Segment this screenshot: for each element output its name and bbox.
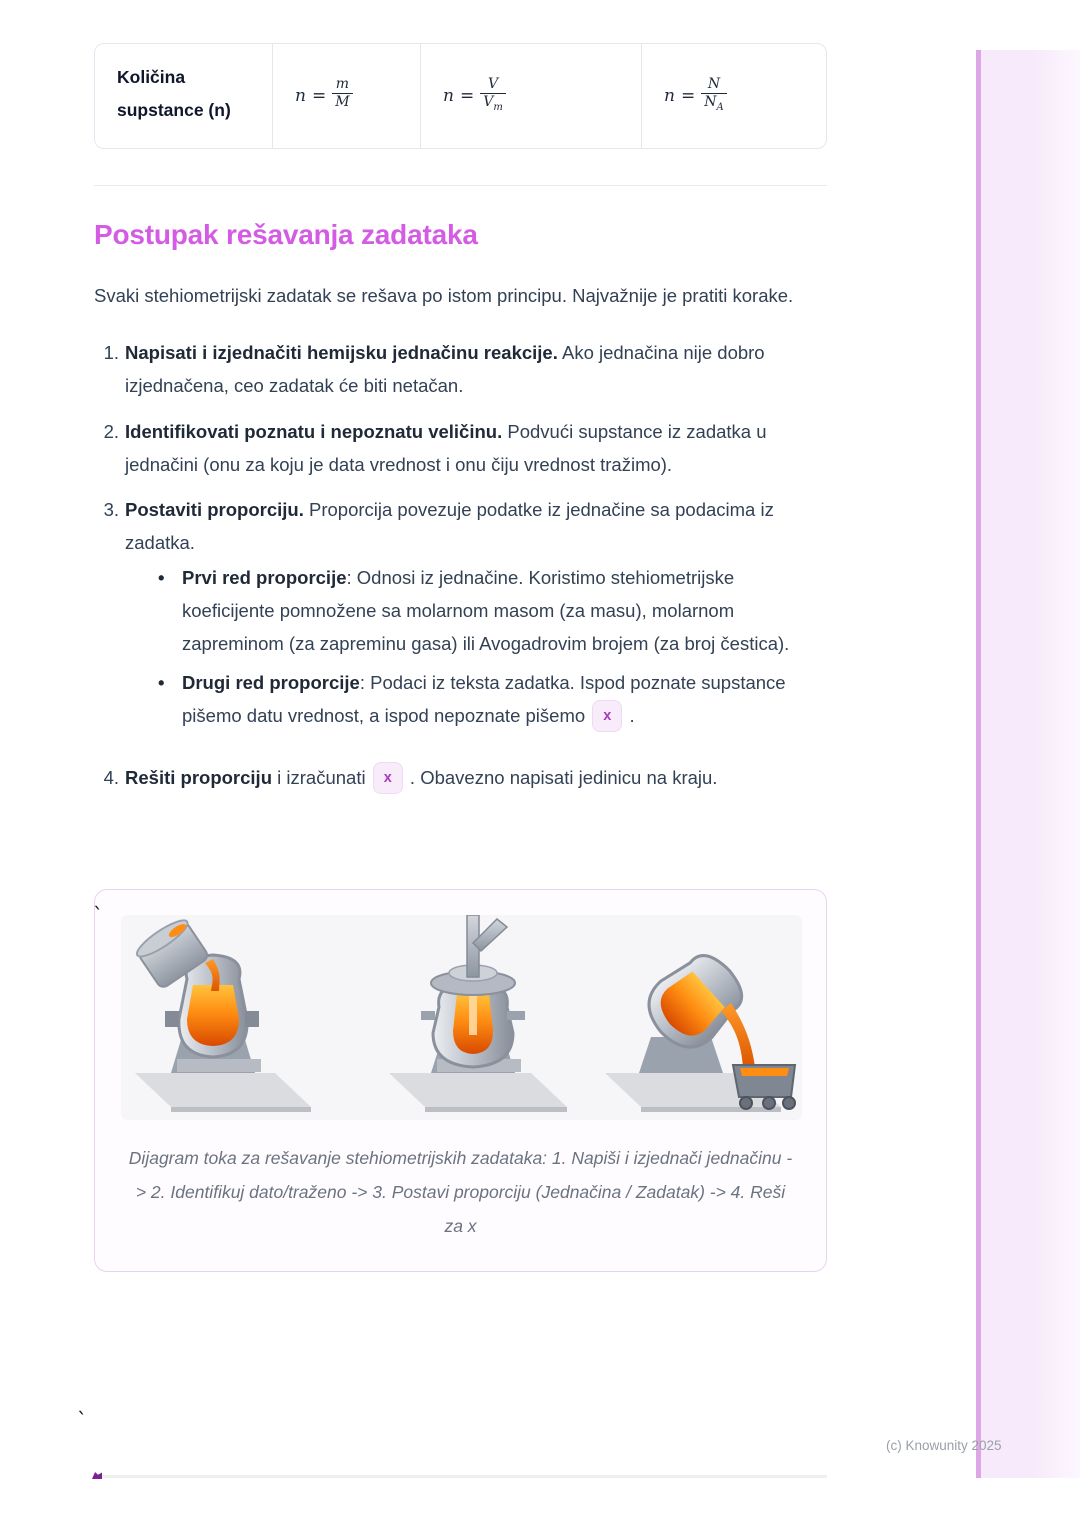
quantities-table (94, 43, 827, 149)
figure-caption: Dijagram toka za rešavanje stehiometrijskih zadataka: 1. Napiši i izjednači jednačinu -> 2. Identifikuj dato/traženo -> 3. Postavi proporciju (Jednačina / Zadatak) -> 4. Reši za x (128, 1148, 793, 1236)
numerator: m (335, 76, 350, 92)
section-heading: Postupak rešavanja zadataka (94, 219, 478, 250)
substep-text: Drugi red proporcije: Podaci iz teksta zadatka. Ispod poznate supstance pišemo datu vrednost, a ispod nepoznate pišemo x . (182, 666, 827, 732)
right-accent-bar (976, 50, 1080, 1478)
denominator: $N_A$ (701, 93, 726, 113)
document-content (94, 43, 827, 1272)
substep-text: Prvi red proporcije: Odnosi iz jednačine. Koristimo stehiometrijske koeficijente pomnožene sa molarnom masom (za masu), molarnom zapreminom (za zapreminu gasa) ili Avogadrovim brojem (za broj čestica). (182, 567, 790, 654)
figure-card (94, 889, 827, 1272)
formula-eq: = (680, 85, 696, 106)
formula-cell-volume (420, 44, 641, 148)
step-text: Postaviti proporciju. Proporcija povezuje podatke iz jednačine sa podacima iz zadatka. (125, 499, 774, 553)
fraction (332, 77, 352, 113)
numerator: V (487, 76, 499, 92)
step-text: Rešiti proporciju i izračunati x . Obavezno napisati jedinicu na kraju. (125, 767, 717, 788)
scene-tapping (605, 942, 795, 1112)
steps-list (94, 336, 827, 794)
formula-cell-mass (272, 44, 420, 148)
furnace-illustration-svg (121, 915, 802, 1120)
bullet-icon: • (158, 567, 165, 588)
step-text: Napisati i izjednačiti hemijsku jednačinu reakcije. Ako jednačina nije dobro izjednačena, ceo zadatak će biti netačan. (125, 342, 765, 396)
furnace-illustration (121, 915, 802, 1120)
denominator: $V_m$ (480, 93, 506, 113)
formula-n-m-M (295, 78, 353, 114)
numerator: N (707, 76, 721, 92)
formula-cell-particles (641, 44, 826, 148)
stray-backtick: ` (92, 903, 105, 927)
logo-fragment-icon (92, 1469, 102, 1479)
step-number: 3. (103, 499, 119, 520)
scene-charging (133, 915, 311, 1112)
inline-code-x: x (373, 762, 403, 794)
step-number: 2. (103, 421, 119, 442)
fraction (480, 77, 506, 113)
formula-lhs: n (443, 85, 454, 106)
bottom-divider (94, 1475, 827, 1478)
inline-code-x: x (592, 700, 622, 732)
fraction (701, 77, 726, 113)
step-number: 1. (103, 342, 119, 363)
step-item-1 (94, 336, 827, 402)
denominator: M (332, 93, 352, 113)
step-item-2 (94, 415, 827, 481)
table-row-label-cell (95, 44, 272, 148)
formula-lhs: n (664, 85, 675, 106)
scene-blowing (389, 915, 567, 1112)
copyright-note: (c) Knowunity 2025 (886, 1438, 1002, 1453)
substep-item-2 (125, 666, 827, 732)
substeps-list (125, 561, 827, 732)
formula-eq: = (459, 85, 475, 106)
step-item-3 (94, 493, 827, 738)
step-text: Identifikovati poznatu i nepoznatu veličinu. Podvući supstance iz zadatka u jednačini (onu za koju je data vrednost i onu čiju vrednost tražimo). (125, 421, 767, 475)
stray-backtick: ` (76, 1408, 89, 1432)
formula-n-N-NA (664, 78, 727, 114)
intro-paragraph: Svaki stehiometrijski zadatak se rešava po istom principu. Najvažnije je pratiti korake. (94, 285, 794, 306)
substep-item-1 (125, 561, 827, 660)
step-item-4 (94, 761, 827, 794)
section-divider (94, 185, 827, 186)
formula-n-V-Vm (443, 78, 506, 114)
step-number: 4. (103, 767, 119, 788)
row-label: Količina supstance (n) (117, 67, 231, 120)
formula-eq: = (311, 85, 327, 106)
bullet-icon: • (158, 672, 165, 693)
formula-lhs: n (295, 85, 306, 106)
